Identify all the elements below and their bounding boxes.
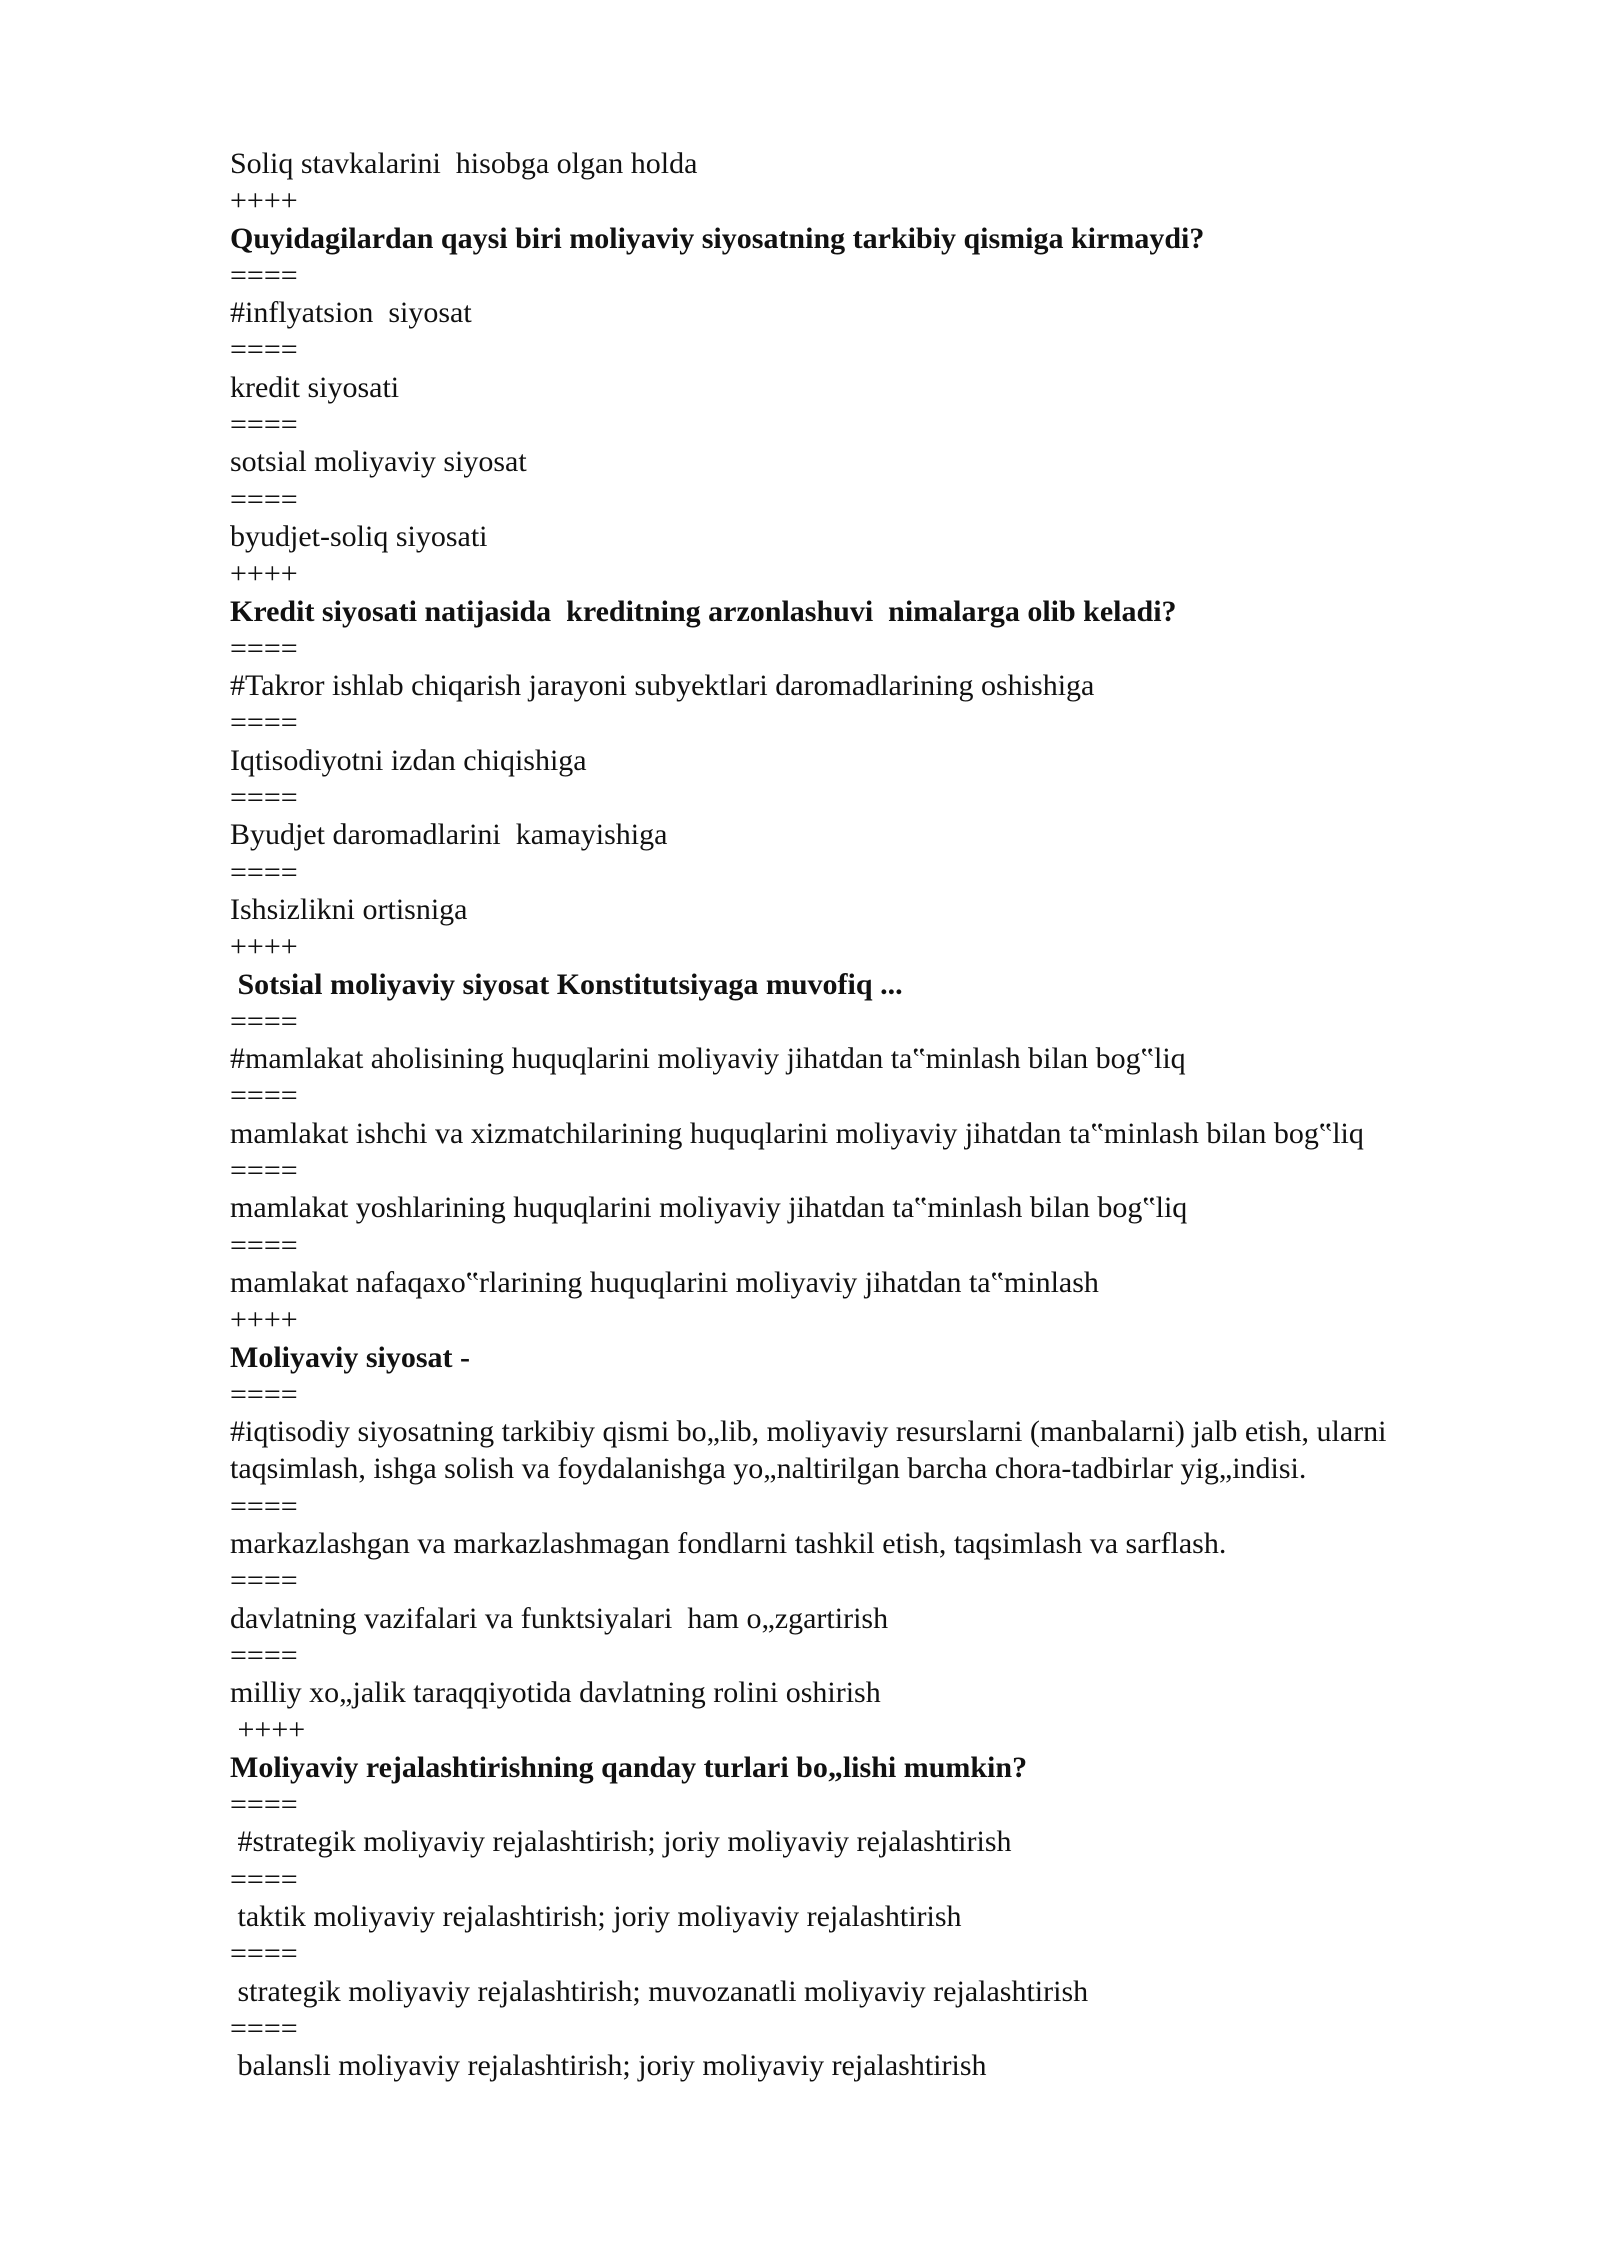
answer-text: sotsial moliyaviy siyosat [230,445,527,479]
answer-text: Soliq stavkalarini hisobga olgan holda [230,147,698,180]
answer-separator: ==== [230,333,298,367]
question-text: Quyidagilardan qaysi biri moliyaviy siyosatning tarkibiy qismiga kirmaydi? [230,221,1205,255]
correct-answer-text: #iqtisodiy siyosatning tarkibiy qismi bo„lib, moliyaviy resurslarni (manbalarni) jalb etish, ularni [230,1415,1387,1449]
answer-separator: ==== [230,2011,298,2045]
answer-text: kredit siyosati [230,370,400,404]
question-separator: ++++ [230,557,298,591]
answer-separator: ==== [230,482,298,516]
answer-separator: ==== [230,1377,298,1411]
answer-text: balansli moliyaviy rejalashtirish; joriy moliyaviy rejalashtirish [230,2049,987,2083]
question-text: Kredit siyosati natijasida kreditning arzonlashuvi nimalarga olib keladi? [230,594,1177,628]
answer-separator: ==== [230,1079,298,1113]
answer-text: davlatning vazifalari va funktsiyalari ham o„zgartirish [230,1601,889,1635]
question-separator: ++++ [230,1713,306,1747]
correct-answer-text: #Takror ishlab chiqarish jarayoni subyektlari daromadlarining oshishiga [230,669,1095,703]
question-text: Moliyaviy siyosat - [230,1340,470,1374]
answer-separator: ==== [230,631,298,665]
answer-text: Iqtisodiyotni izdan chiqishiga [230,743,587,777]
answer-separator: ==== [230,1788,298,1822]
answer-separator: ==== [230,1638,298,1672]
answer-separator: ==== [230,1004,298,1038]
answer-text: markazlashgan va markazlashmagan fondlarni tashkil etish, taqsimlash va sarflash. [230,1526,1227,1560]
answer-separator: ==== [230,1564,298,1598]
correct-answer-text: #mamlakat aholisining huquqlarini moliyaviy jihatdan ta‟minlash bilan bog‟liq [230,1042,1186,1076]
answer-separator: ==== [230,1228,298,1262]
answer-separator: ==== [230,1862,298,1896]
answer-text: milliy xo„jalik taraqqiyotida davlatning rolini oshirish [230,1676,881,1710]
answer-separator: ==== [230,1937,298,1971]
answer-text: mamlakat ishchi va xizmatchilarining huquqlarini moliyaviy jihatdan ta‟minlash bilan bog‟liq [230,1116,1364,1150]
answer-separator: ==== [230,258,298,292]
answer-text: strategik moliyaviy rejalashtirish; muvozanatli moliyaviy rejalashtirish [230,1974,1089,2008]
answer-text: Ishsizlikni ortisniga [230,892,468,926]
answer-separator: ==== [230,781,298,815]
answer-separator: ==== [230,408,298,442]
answer-separator: ==== [230,855,298,889]
answer-text: mamlakat nafaqaxo‟rlarining huquqlarini moliyaviy jihatdan ta‟minlash [230,1265,1099,1299]
document-body [230,145,1500,2084]
answer-separator: ==== [230,1154,298,1188]
question-separator: ++++ [230,1303,298,1337]
answer-text: taktik moliyaviy rejalashtirish; joriy moliyaviy rejalashtirish [230,1899,962,1933]
answer-text: taqsimlash, ishga solish va foydalanishga yo„naltirilgan barcha chora-tadbirlar yig„indisi. [230,1452,1307,1486]
answer-text: byudjet-soliq siyosati [230,519,488,553]
question-text: Sotsial moliyaviy siyosat Konstitutsiyaga muvofiq ... [230,967,903,1001]
correct-answer-text: #inflyatsion siyosat [230,296,472,330]
answer-text: Byudjet daromadlarini kamayishiga [230,818,668,852]
answer-text: mamlakat yoshlarining huquqlarini moliyaviy jihatdan ta‟minlash bilan bog‟liq [230,1191,1188,1225]
question-separator: ++++ [230,184,298,218]
answer-separator: ==== [230,1489,298,1523]
correct-answer-text: #strategik moliyaviy rejalashtirish; joriy moliyaviy rejalashtirish [230,1825,1012,1859]
question-text: Moliyaviy rejalashtirishning qanday turlari bo„lishi mumkin? [230,1750,1028,1784]
question-separator: ++++ [230,930,298,964]
answer-separator: ==== [230,706,298,740]
